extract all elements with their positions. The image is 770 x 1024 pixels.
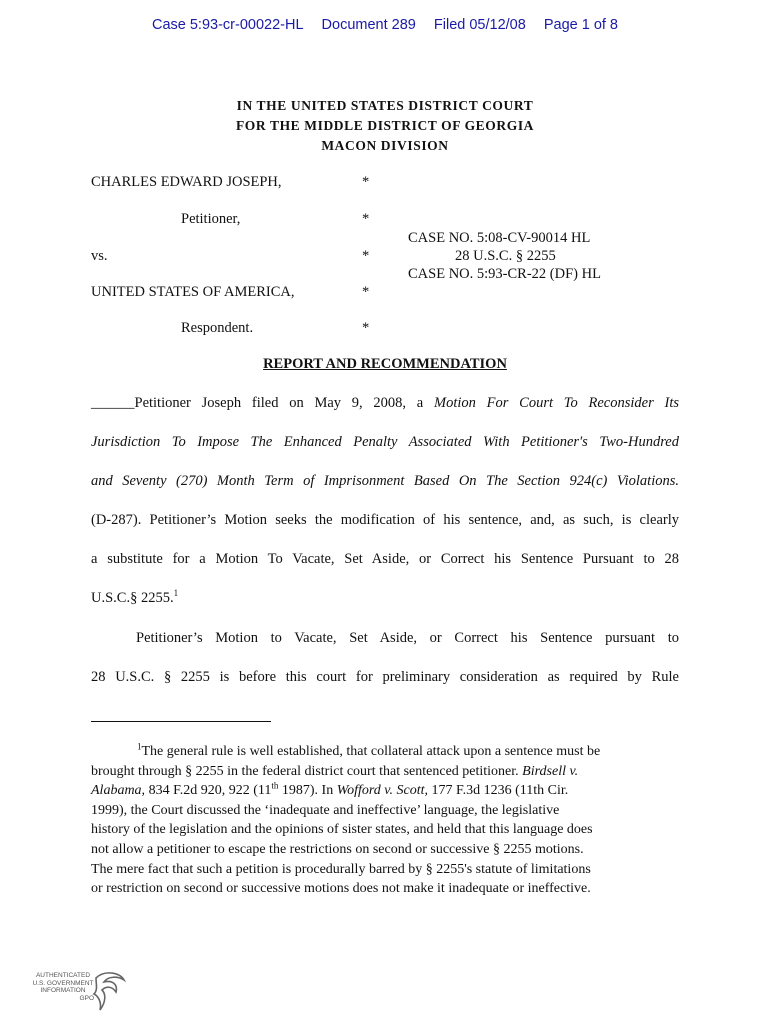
ecf-header-stamp	[0, 17, 770, 33]
statute-reference: 28 U.S.C. § 2255	[455, 248, 556, 264]
court-heading-line-3: MACON DIVISION	[321, 138, 449, 153]
petitioner-name: CHARLES EDWARD JOSEPH,	[91, 174, 282, 190]
criminal-case-number: CASE NO. 5:93-CR-22 (DF) HL	[408, 266, 601, 282]
gpo-seal-text: AUTHENTICATED U.S. GOVERNMENT INFORMATION GPO	[32, 972, 94, 1002]
footnote-separator	[91, 721, 271, 722]
court-heading-line-1: IN THE UNITED STATES DISTRICT COURT	[236, 98, 534, 113]
respondent-name: UNITED STATES OF AMERICA,	[91, 284, 295, 300]
body-line: 28 U.S.C. § 2255 is before this court for preliminary consideration as required by Rule	[91, 669, 679, 685]
case-number-block	[408, 229, 601, 283]
caption-star: *	[362, 320, 370, 336]
versus-label: vs.	[91, 248, 108, 264]
caption-star: *	[362, 248, 370, 264]
court-heading	[0, 96, 770, 156]
document-number-stamp: Document 289	[321, 17, 416, 33]
body-line: and Seventy (270) Month Term of Imprisonment Based On The Section 924(c) Violations.	[91, 473, 679, 489]
page-number-stamp: Page 1 of 8	[543, 17, 618, 33]
respondent-role: Respondent.	[181, 320, 254, 336]
body-line: Jurisdiction To Impose The Enhanced Penalty Associated With Petitioner's Two-Hundred	[91, 434, 679, 450]
body-line: Petitioner’s Motion to Vacate, Set Aside, or Correct his Sentence pursuant to	[136, 630, 679, 646]
footnote-mark: 1	[137, 741, 142, 752]
footnote-reference[interactable]: 1	[173, 588, 179, 599]
footnote: $^1$The general rule is well established, that collateral attack upon a sentence must be brought through § 2255 in the federal district court that sentenced petitioner. Birdsell v. Alabama, 834 F.2d 920, 922 (11th 1987). In Wofford v. Scott, 177 F.3d 1236 (11th Cir. 1999), the Court discussed the ‘inadequate and ineffective’ language, the legislative history of the legislation and the opinions of sister states, and held that this language does not allow a petitioner to escape the restrictions on second or successive § 2255 motions. The mere fact that such a petition is procedurally barred by § 2255's statute of limitations or restriction on second or successive motions does not make it inadequate or ineffective.	[91, 741, 601, 897]
body-line: (D-287). Petitioner’s Motion seeks the modification of his sentence, and, as such, is clearly	[91, 512, 679, 528]
case-number-stamp: Case 5:93-cr-00022-HL	[151, 17, 304, 33]
caption-star: *	[362, 174, 370, 190]
filed-date-stamp: Filed 05/12/08	[433, 17, 526, 33]
body-line: U.S.C.§ 2255.$^1$	[91, 588, 179, 606]
court-heading-line-2: FOR THE MIDDLE DISTRICT OF GEORGIA	[235, 118, 535, 133]
document-title: REPORT AND RECOMMENDATION	[263, 356, 507, 372]
caption-star: *	[362, 211, 370, 227]
petitioner-role: Petitioner,	[181, 211, 241, 227]
caption-star: *	[362, 284, 370, 300]
civil-case-number: CASE NO. 5:08-CV-90014 HL	[408, 230, 591, 246]
body-line: ______Petitioner Joseph filed on May 9, 2008, a Motion For Court To Reconsider Its	[91, 395, 679, 411]
eagle-icon	[90, 972, 130, 1016]
body-line: a substitute for a Motion To Vacate, Set Aside, or Correct his Sentence Pursuant to 28	[91, 551, 679, 567]
gpo-authentication-seal	[32, 972, 142, 1016]
